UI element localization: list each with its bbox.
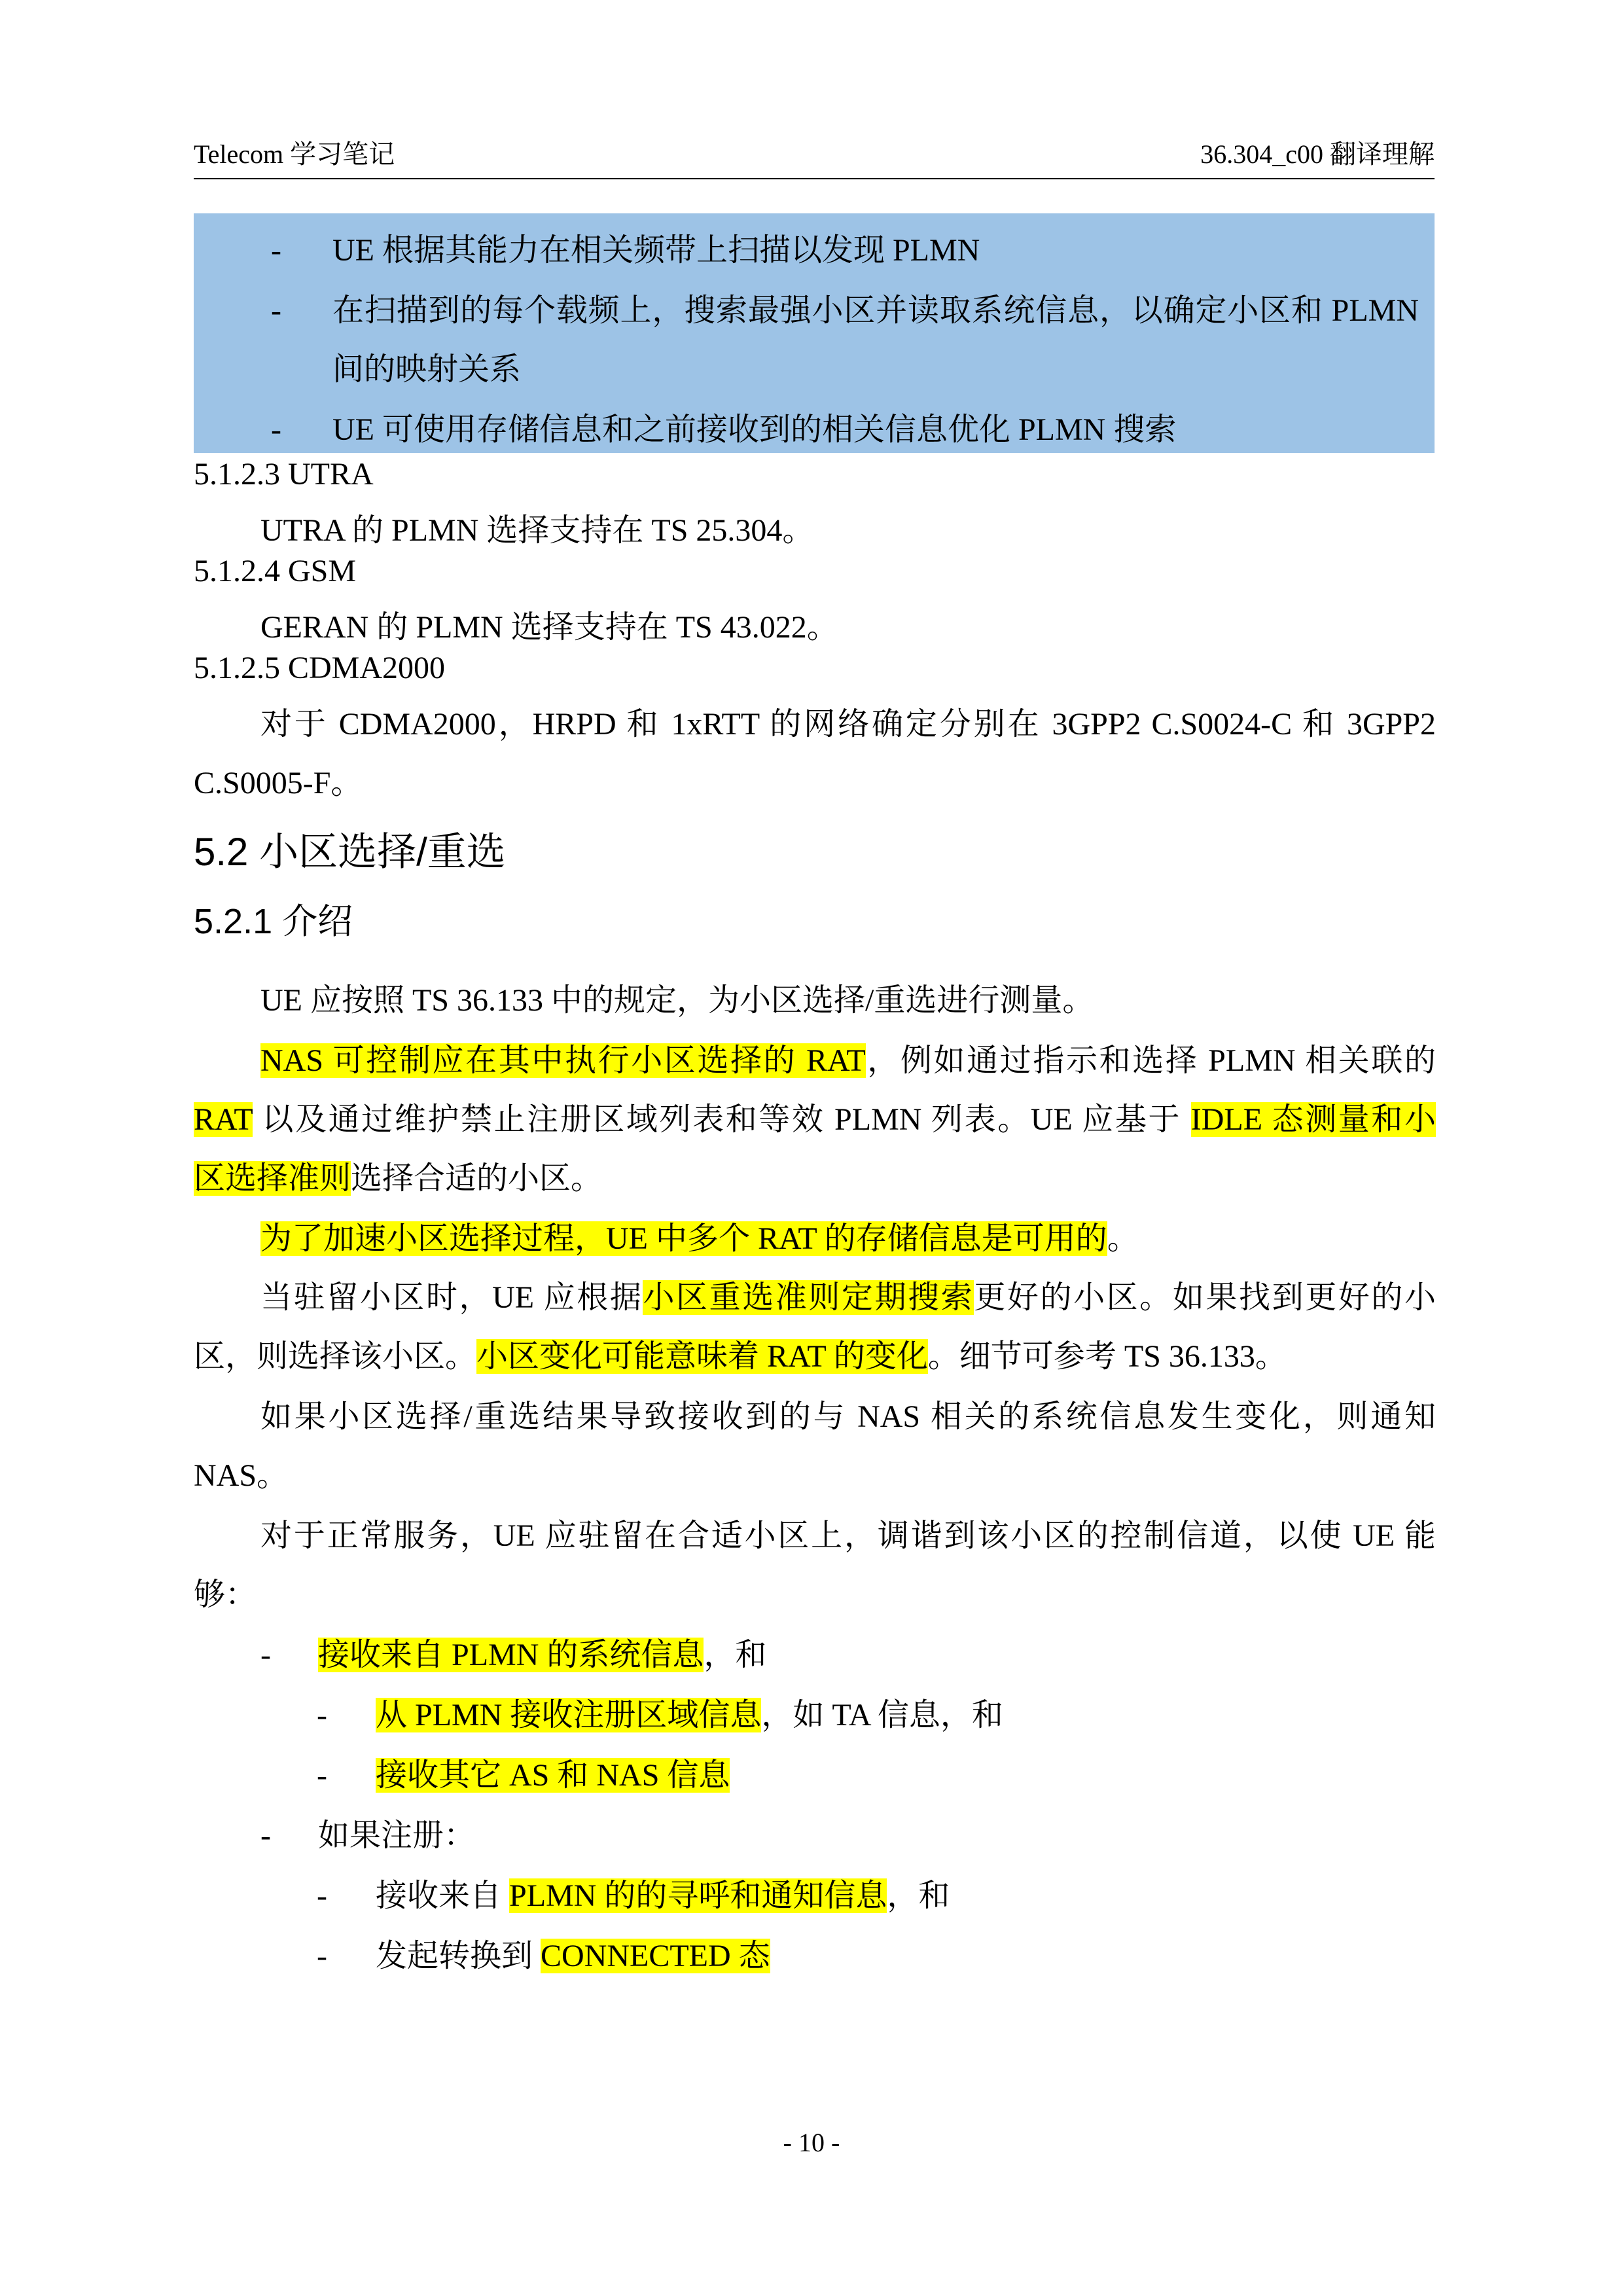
- paragraph-2-line-3: 区选择准则选择合适的小区。: [194, 1161, 603, 1196]
- highlight: 接收来自 PLMN 的系统信息: [318, 1638, 704, 1672]
- paragraph-3: 为了加速小区选择过程，UE 中多个 RAT 的存储信息是可用的。: [260, 1221, 1139, 1256]
- section-heading-5-2: 5.2 小区选择/重选: [194, 830, 506, 874]
- header-left-title: Telecom 学习笔记: [194, 139, 395, 169]
- blue-item-3: UE 可使用存储信息和之前接收到的相关信息优化 PLMN 搜索: [332, 412, 1177, 447]
- paragraph-6-line-2: 够：: [194, 1577, 257, 1612]
- highlight: 小区变化可能意味着 RAT 的变化: [476, 1339, 928, 1374]
- highlight: 接收其它 AS 和 NAS 信息: [376, 1758, 730, 1793]
- highlight: NAS 可控制应在其中执行小区选择的 RAT: [260, 1043, 866, 1078]
- highlight: CONNECTED 态: [541, 1939, 770, 1973]
- bullet-dash: -: [260, 1638, 271, 1672]
- bullet-dash: -: [260, 1818, 271, 1853]
- page-number: - 10 -: [783, 2128, 840, 2157]
- section-text-5-1-2-5-line-2: C.S0005-F。: [194, 766, 363, 800]
- paragraph-2-line-2: RAT 以及通过维护禁止注册区域列表和等效 PLMN 列表。UE 应基于 IDLE 态测量和小: [194, 1102, 1436, 1137]
- list-item-b: 如果注册：: [318, 1818, 476, 1853]
- section-heading-5-2-1: 5.2.1 介绍: [194, 902, 353, 941]
- header-right-title: 36.304_c00 翻译理解: [1200, 139, 1435, 169]
- section-text-5-1-2-5-line-1: 对于 CDMA2000，HRPD 和 1xRTT 的网络确定分别在 3GPP2 C.S0024-C 和 3GPP2: [260, 707, 1436, 742]
- list-item-a-2: [376, 1753, 730, 1799]
- blue-item-1: UE 根据其能力在相关频带上扫描以发现 PLMN: [332, 233, 980, 268]
- bullet-dash: -: [271, 233, 281, 268]
- highlight: 区选择准则: [194, 1161, 351, 1196]
- blue-item-2-line-2: 间的映射关系: [332, 352, 522, 387]
- section-text-5-1-2-4: GERAN 的 PLMN 选择支持在 TS 43.022。: [260, 610, 838, 645]
- list-item-a: 接收来自 PLMN 的系统信息，和: [318, 1638, 767, 1672]
- section-heading-5-1-2-5: 5.1.2.5 CDMA2000: [194, 651, 446, 685]
- highlight: 小区重选准则定期搜索: [643, 1280, 974, 1315]
- paragraph-6-line-1: 对于正常服务，UE 应驻留在合适小区上，调谐到该小区的控制信道，以使 UE 能: [260, 1518, 1436, 1553]
- paragraph-5-line-1: 如果小区选择/重选结果导致接收到的与 NAS 相关的系统信息发生变化，则通知: [260, 1399, 1436, 1434]
- list-item-b-2: 发起转换到 CONNECTED 态: [376, 1939, 770, 1973]
- bullet-dash: -: [317, 1698, 327, 1732]
- blue-item-2-line-1: 在扫描到的每个载频上，搜索最强小区并读取系统信息，以确定小区和 PLMN: [332, 293, 1419, 328]
- highlight: IDLE 态测量和小: [1190, 1102, 1436, 1137]
- highlight: 从 PLMN 接收注册区域信息: [376, 1698, 762, 1732]
- highlight: PLMN 的的寻呼和通知信息: [509, 1878, 887, 1913]
- header-rule: [194, 178, 1435, 179]
- paragraph-1: UE 应按照 TS 36.133 中的规定，为小区选择/重选进行测量。: [260, 983, 1094, 1018]
- bullet-dash: -: [271, 293, 281, 328]
- section-text-5-1-2-3: UTRA 的 PLMN 选择支持在 TS 25.304。: [260, 513, 814, 548]
- bullet-dash: -: [317, 1878, 327, 1913]
- paragraph-4-line-1: 当驻留小区时，UE 应根据小区重选准则定期搜索更好的小区。如果找到更好的小: [260, 1280, 1436, 1315]
- section-heading-5-1-2-3: 5.1.2.3 UTRA: [194, 457, 374, 492]
- paragraph-2-line-1: NAS 可控制应在其中执行小区选择的 RAT，例如通过指示和选择 PLMN 相关联的: [260, 1043, 1436, 1078]
- highlight: 为了加速小区选择过程，UE 中多个 RAT 的存储信息是可用的: [260, 1221, 1107, 1256]
- section-heading-5-1-2-4: 5.1.2.4 GSM: [194, 554, 357, 588]
- highlight: RAT: [194, 1102, 253, 1137]
- bullet-dash: -: [317, 1758, 327, 1793]
- paragraph-5-line-2: NAS。: [194, 1458, 289, 1493]
- bullet-dash: -: [317, 1939, 327, 1973]
- list-item-a-1: 从 PLMN 接收注册区域信息，如 TA 信息，和: [376, 1698, 1003, 1732]
- list-item-b-1: 接收来自 PLMN 的的寻呼和通知信息，和: [376, 1878, 950, 1913]
- bullet-dash: -: [271, 412, 281, 447]
- paragraph-4-line-2: 区，则选择该小区。小区变化可能意味着 RAT 的变化。细节可参考 TS 36.133。: [194, 1339, 1287, 1374]
